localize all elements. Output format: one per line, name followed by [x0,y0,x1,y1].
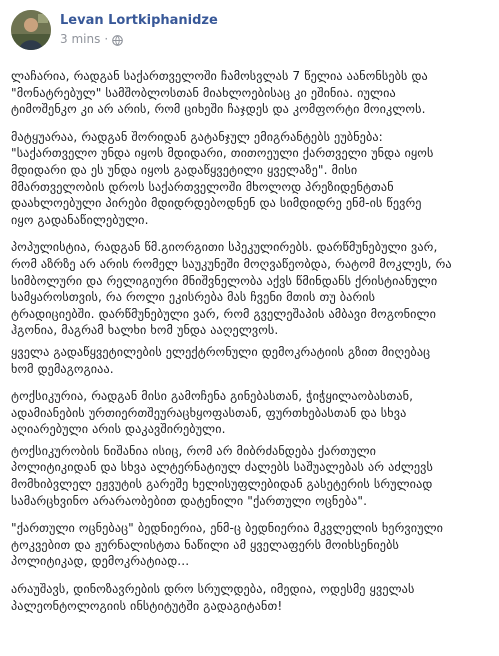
post-paragraph-4: ყველა გადაწყვეტილების ელექტრონული დემოკრატიის გზით მიღებაც ხომ დემაგოგიაა. [11,344,431,376]
separator-dot: · [104,32,109,46]
avatar[interactable] [11,10,51,50]
post-timestamp[interactable]: 3 mins [60,32,101,46]
post-paragraph-8: არაუშავს, დინოზავრების დრო სრულდება, იმედია, ოდესმე ყველას პალეონტოლოგიის ინსტიტუტში გადაგიტანთ! [11,582,415,613]
post-paragraph-2: მატყუარაა, რადგან შორიდან გატანჯულ ემიგრანტებს ეუბნება: "საქართველო უნდა იყოს მდიდარი, თითოეული ქართველი უნდა იყოს მდიდარი და ეს უნდა იყოს გადაწყვეტილი ყველაზე". მისი მმართველობის დროს საქართველოში მხოლოდ პრეზიდენტთან დაახლოებული პირები მდიდრდებოდნენ და სიმდიდრე ენმ-ის წევრე იყო გადანაწილებული. [11,129,434,227]
globe-icon[interactable] [112,34,123,45]
post-paragraph-5: ტოქსიკურია, რადგან მისი გამოჩენა გინებასთან, ჭიჭყილაობასთან, ადამიანების ურთიერთშეურაცხყოფასთან, ფურთხებასთან და სხვა აღიარებული არის დაკავშირებული. [11,389,414,437]
post-paragraph-1: ლაჩარია, რადგან საქართველოში ჩამოსვლას 7 წელია აანონსებს და "მონატრებულ" სამშობლოსთან მიახლოებისაც კი ეშინია. იულია ტიმოშენკო კი არ არის, რომ ციხეში ჩაჯდეს და კომფორტი მოიკლოს. [11,69,428,117]
post-subline [60,31,218,47]
post-paragraph-7: "ქართული ოცნებაც" ბედნიერია, ენმ-ც ბედნიერია მკვლელის ხერვიული ტოკვებით და ჟურნალისტთა ნაწილი ამ ყველაფერს მოიხსენიებს პოლიტიკად, დემოკრატიად... [11,521,444,569]
post-paragraph-6: ტოქსიკურობის ნიშანია ისიც, რომ არ მიბრძანდება ქართული პოლიტიკიდან და სხვა ალტერნატიულ ძალებს საშუალებას არ აძლევს მომხიბვლელ ეჟვუტის გარეშე ხელისუფლებიდან გასეტერის სრულიად სამარცხვინო არარაობებით დატენილი "ქართული ოცნება". [11,443,434,508]
post-body [11,68,487,614]
post-paragraph-3: პოპულისტია, რადგან წმ.გიორგითი სპეკულირებს. დარწმუნებული ვარ, რომ აზრზე არ არის რომელ საუკუნეში მოღვაწეობდა, რატომ მოკლეს, რა სიმბოლური და რელიგიური მნიშვნელობა აქვს წმინდანს ქრისტიანული სამყაროსთვის, რა როლი ეკისრება მას ჩვენი მთის თუ ბარის ტრადიციებში. დარწმუნებული ვარ, რომ გველეშაპის ამბავი მოგონილი ჰგონია, მაგრამ ხალხი ხომ უნდა ააღელვოს. [11,240,452,338]
post-meta [60,13,218,47]
post-header [11,10,487,62]
author-name[interactable]: Levan Lortkiphanidze [60,13,218,28]
